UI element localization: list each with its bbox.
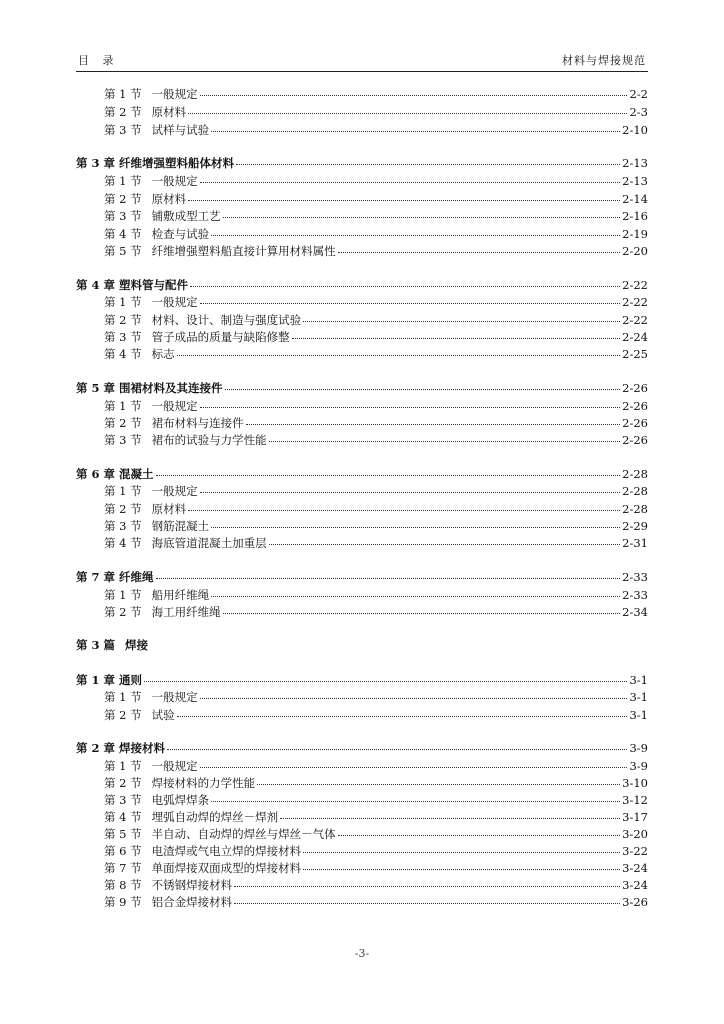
toc-entry-title: 一般规定 [151,759,198,773]
toc-leader-dots [167,748,627,750]
toc-leader-dots [211,800,620,802]
toc-page-number: 2-28 [622,484,648,498]
toc-page-number: 2-20 [622,244,648,258]
toc-page-number: 3-1 [629,673,648,687]
toc-leader-dots [236,163,620,165]
toc-entry-title: 船用纤维绳 [151,588,210,602]
toc-page-number: 2-26 [622,381,648,395]
toc-leader-dots [188,199,620,201]
toc-section-entry[interactable] [76,104,648,121]
toc-page-number: 2-25 [622,347,648,361]
toc-page-number: 2-33 [622,570,648,584]
toc-entry-label [76,86,198,103]
toc-entry-label [76,894,232,911]
toc-entry-number: 第 1 节 [104,87,142,101]
toc-entry-title: 纤维绳 [119,570,154,584]
toc-section-entry[interactable] [76,809,648,826]
toc-section-entry[interactable] [76,415,648,432]
toc-entry-title: 围裙材料及其连接件 [119,381,223,395]
toc-entry-number: 第 2 节 [104,708,142,722]
toc-leader-dots [338,834,621,836]
toc-page-number: 2-2 [629,87,648,101]
toc-leader-dots [200,766,628,768]
toc-entry-label [76,398,198,415]
toc-entry-title: 纤维增强塑料船体材料 [119,156,235,170]
toc-section-entry[interactable] [76,191,648,208]
toc-page-number: 2-22 [622,278,648,292]
toc-page-number: 3-22 [622,844,648,858]
toc-section-entry[interactable] [76,792,648,809]
toc-leader-dots [223,216,621,218]
toc-leader-dots [200,94,628,96]
toc-leader-dots [303,851,620,853]
toc-section-entry[interactable] [76,501,648,518]
toc-entry-title: 裙布的试验与力学性能 [151,433,267,447]
toc-page-number: 2-19 [622,227,648,241]
toc-entry-title: 试验 [151,708,175,722]
toc-entry-title: 管子成品的质量与缺陷修整 [151,330,290,344]
toc-entry-label [76,155,234,172]
toc-entry-number: 第 4 节 [104,536,142,550]
toc-entry-title: 焊接 [125,638,149,652]
toc-leader-dots [144,680,627,682]
toc-leader-dots [269,543,621,545]
toc-entry-number: 第 7 节 [104,861,142,875]
toc-section-entry[interactable] [76,226,648,243]
toc-entry-label [76,604,221,621]
toc-entry-label [76,380,223,397]
toc-entry-label [76,432,267,449]
toc-page-number: 3-24 [622,878,648,892]
toc-chapter-entry[interactable] [76,277,648,294]
toc-leader-dots [200,302,621,304]
toc-entry-title: 埋弧自动焊的焊丝－焊剂 [151,810,279,824]
toc-page-number: 2-29 [622,519,648,533]
toc-entry-label [76,104,186,121]
toc-leader-dots [234,902,620,904]
toc-page-number: 2-13 [622,174,648,188]
toc-entry-number: 第 1 节 [104,690,142,704]
toc-entry-title: 一般规定 [151,484,198,498]
toc-leader-dots [303,320,620,322]
toc-entry-number: 第 2 章 [76,741,116,755]
toc-part-heading[interactable] [76,637,648,654]
toc-section-entry[interactable] [76,535,648,552]
toc-entry-title: 混凝土 [119,467,154,481]
toc-leader-dots [200,491,621,493]
toc-entry-number: 第 3 节 [104,793,142,807]
toc-entry-number: 第 1 章 [76,673,116,687]
toc-section-entry[interactable] [76,775,648,792]
toc-entry-number: 第 2 节 [104,605,142,619]
toc-page-number: 2-22 [622,313,648,327]
toc-entry-number: 第 2 节 [104,416,142,430]
toc-leader-dots [188,509,620,511]
toc-leader-dots [156,577,621,579]
toc-section-entry[interactable] [76,398,648,415]
toc-entry-label [76,243,336,260]
toc-entry-title: 一般规定 [151,174,198,188]
toc-entry-label [76,860,301,877]
toc-entry-label [76,122,209,139]
toc-entry-title: 纤维增强塑料船直接计算用材料属性 [151,244,336,258]
toc-entry-title: 原材料 [151,502,187,516]
toc-leader-dots [303,868,620,870]
toc-entry-label [76,707,175,724]
toc-entry-title: 单面焊接双面成型的焊接材料 [151,861,302,875]
toc-leader-dots [188,112,627,114]
toc-leader-dots [190,285,620,287]
toc-leader-dots [211,595,620,597]
toc-entry-label [76,758,198,775]
toc-page-number: 3-26 [622,895,648,909]
toc-entry-label [76,277,188,294]
toc-entry-number: 第 9 节 [104,895,142,909]
toc-section-entry[interactable] [76,432,648,449]
toc-section-entry[interactable] [76,122,648,139]
toc-page-number: 2-24 [622,330,648,344]
toc-chapter-entry[interactable] [76,380,648,397]
toc-entry-title: 原材料 [151,105,187,119]
toc-leader-dots [211,130,620,132]
toc-section-entry[interactable] [76,604,648,621]
toc-leader-dots [211,234,620,236]
toc-entry-number: 第 6 章 [76,467,116,481]
toc-entry-label [76,809,278,826]
toc-page-number: 2-26 [622,399,648,413]
toc-entry-label [76,740,165,757]
toc-entry-number: 第 3 节 [104,123,142,137]
toc-entry-number: 第 2 节 [104,313,142,327]
toc-entry-label [76,672,142,689]
toc-entry-title: 检查与试验 [151,227,210,241]
toc-entry-number: 第 3 节 [104,433,142,447]
toc-page-number: 3-9 [629,741,648,755]
toc-entry-label [76,415,244,432]
header-document-name: 材料与焊接规范 [562,54,646,67]
toc-entry-title: 半自动、自动焊的焊丝与焊丝－气体 [151,827,336,841]
toc-section-entry[interactable] [76,86,648,103]
toc-entry-title: 焊接材料 [119,741,166,755]
toc-entry-title: 铝合金焊接材料 [151,895,233,909]
toc-section-entry[interactable] [76,758,648,775]
toc-section-entry[interactable] [76,587,648,604]
toc-entry-number: 第 5 节 [104,244,142,258]
toc-entry-number: 第 5 章 [76,381,116,395]
toc-page-number: 3-20 [622,827,648,841]
toc-entry-title: 铺敷成型工艺 [151,209,221,223]
toc-entry-label [76,843,301,860]
toc-page-number: 3-12 [622,793,648,807]
toc-section-entry[interactable] [76,518,648,535]
toc-entry-number: 第 4 节 [104,227,142,241]
toc-section-entry[interactable] [76,173,648,190]
toc-entry-title: 不锈钢焊接材料 [151,878,233,892]
toc-page-number: 3-9 [629,759,648,773]
toc-entry-number: 第 4 节 [104,347,142,361]
toc-entry-number: 第 2 节 [104,105,142,119]
toc-entry-number: 第 1 节 [104,295,142,309]
toc-leader-dots [246,423,621,425]
toc-section-entry[interactable] [76,707,648,724]
toc-section-entry[interactable] [76,826,648,843]
toc-entry-label [76,877,232,894]
toc-page-number: 3-17 [622,810,648,824]
toc-entry-label [76,689,198,706]
toc-entry-number: 第 2 节 [104,776,142,790]
toc-leader-dots [156,474,621,476]
toc-page-number: 3-1 [629,708,648,722]
toc-page-number: 3-1 [629,690,648,704]
toc-entry-title: 一般规定 [151,87,198,101]
toc-entry-label [76,792,209,809]
toc-section-entry[interactable] [76,689,648,706]
toc-entry-label [76,173,198,190]
toc-page-number: 2-22 [622,295,648,309]
toc-leader-dots [292,337,621,339]
toc-entry-title: 电渣焊或气电立焊的焊接材料 [151,844,302,858]
toc-entry-label [76,329,290,346]
toc-entry-label [76,518,209,535]
toc-entry-number: 第 1 节 [104,759,142,773]
toc-entry-label [76,346,175,363]
toc-chapter-entry[interactable] [76,155,648,172]
toc-page-number: 2-14 [622,192,648,206]
toc-page-number: 2-28 [622,467,648,481]
toc-entry-number: 第 3 章 [76,156,116,170]
toc-page-number: 2-34 [622,605,648,619]
toc-entry-number: 第 8 节 [104,878,142,892]
toc-page-number: 2-26 [622,416,648,430]
toc-leader-dots [223,612,621,614]
toc-entry-title: 电弧焊焊条 [151,793,210,807]
toc-entry-label [76,826,336,843]
toc-entry-label [76,569,154,586]
toc-entry-label [76,208,221,225]
toc-entry-number: 第 1 节 [104,588,142,602]
toc-entry-label [76,775,255,792]
toc-entry-number: 第 3 节 [104,519,142,533]
toc-entry-label [76,501,186,518]
toc-chapter-entry[interactable] [76,569,648,586]
toc-leader-dots [234,885,620,887]
toc-entry-number: 第 1 节 [104,174,142,188]
toc-page-number: 2-26 [622,433,648,447]
toc-page-number: 3-10 [622,776,648,790]
toc-entry-title: 裙布材料与连接件 [151,416,244,430]
toc-entry-number: 第 3 篇 [76,638,116,652]
toc-entry-number: 第 3 节 [104,209,142,223]
toc-entry-title: 海底管道混凝土加重层 [151,536,267,550]
toc-page-number: 2-33 [622,588,648,602]
toc-entry-title: 塑料管与配件 [119,278,189,292]
toc-entry-label [76,483,198,500]
toc-entry-title: 钢筋混凝土 [151,519,210,533]
toc-entry-label [76,466,154,483]
toc-chapter-entry[interactable] [76,672,648,689]
toc-entry-number: 第 2 节 [104,192,142,206]
toc-section-entry[interactable] [76,483,648,500]
toc-entry-label [76,191,186,208]
toc-entry-title: 标志 [151,347,175,361]
toc-entry-number: 第 6 节 [104,844,142,858]
toc-leader-dots [211,526,620,528]
toc-leader-dots [269,440,621,442]
toc-leader-dots [200,181,621,183]
toc-leader-dots [280,817,620,819]
toc-entry-number: 第 1 节 [104,484,142,498]
toc-section-entry[interactable] [76,294,648,311]
toc-section-entry[interactable] [76,346,648,363]
toc-section-entry[interactable] [76,208,648,225]
toc-entry-number: 第 1 节 [104,399,142,413]
toc-page-number: 3-24 [622,861,648,875]
toc-page-number: 2-31 [622,536,648,550]
toc-page-number: 2-10 [622,123,648,137]
toc-leader-dots [338,251,621,253]
toc-leader-dots [200,406,621,408]
toc-page-number: 2-28 [622,502,648,516]
toc-section-entry[interactable] [76,243,648,260]
toc-entry-label [76,587,209,604]
toc-entry-number: 第 3 节 [104,330,142,344]
toc-entry-title: 材料、设计、制造与强度试验 [151,313,302,327]
toc-entry-number: 第 2 节 [104,502,142,516]
toc-entry-label [76,637,148,654]
toc-chapter-entry[interactable] [76,466,648,483]
toc-section-entry[interactable] [76,329,648,346]
toc-section-entry[interactable] [76,843,648,860]
toc-section-entry[interactable] [76,860,648,877]
toc-leader-dots [225,388,621,390]
toc-section-entry[interactable] [76,894,648,911]
toc-entry-number: 第 4 章 [76,278,116,292]
toc-entry-label [76,294,198,311]
toc-entry-title: 试样与试验 [151,123,210,137]
toc-page-number: 2-3 [629,105,648,119]
toc-page-number: 2-13 [622,156,648,170]
toc-entry-title: 一般规定 [151,295,198,309]
toc-entry-title: 海工用纤维绳 [151,605,221,619]
toc-leader-dots [200,697,628,699]
toc-entry-label [76,312,301,329]
toc-section-entry[interactable] [76,312,648,329]
header-title: 目 录 [78,54,115,67]
toc-entry-number: 第 4 节 [104,810,142,824]
toc-entry-label [76,226,209,243]
toc-entry-title: 一般规定 [151,690,198,704]
toc-leader-dots [257,783,620,785]
toc-entry-number: 第 7 章 [76,570,116,584]
toc-leader-dots [177,354,621,356]
toc-chapter-entry[interactable] [76,740,648,757]
toc-entry-title: 一般规定 [151,399,198,413]
page-number: -3- [354,947,370,960]
toc-leader-dots [177,715,628,717]
toc-section-entry[interactable] [76,877,648,894]
toc-entry-title: 焊接材料的力学性能 [151,776,256,790]
toc-entry-title: 原材料 [151,192,187,206]
toc-entry-number: 第 5 节 [104,827,142,841]
toc-page-number: 2-16 [622,209,648,223]
toc-entry-label [76,535,267,552]
toc-entry-title: 通则 [119,673,143,687]
